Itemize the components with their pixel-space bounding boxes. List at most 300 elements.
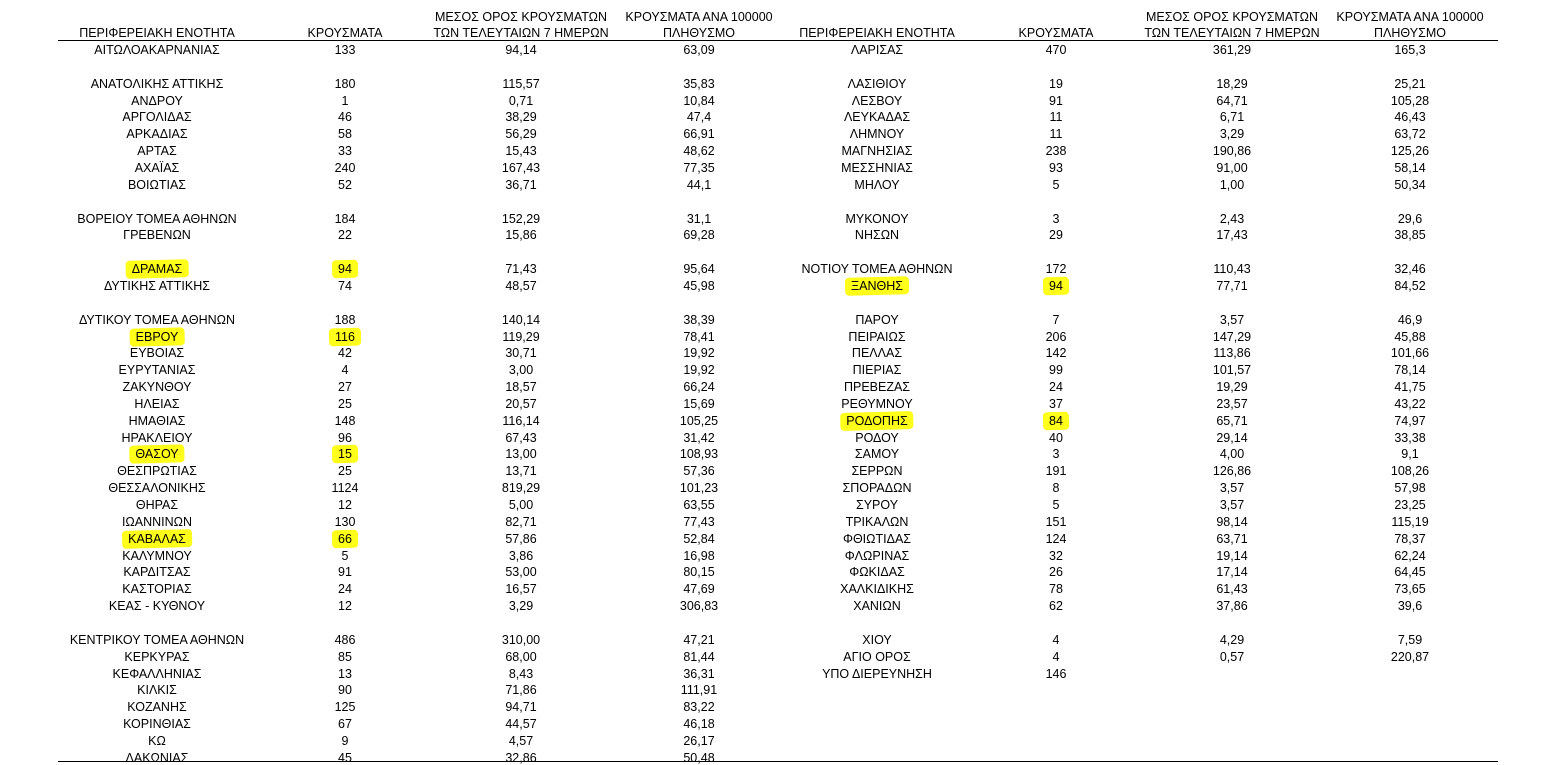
left-header-cases: ΚΡΟΥΣΜΑΤΑ xyxy=(307,26,383,40)
cell-text: 1124 xyxy=(331,481,359,496)
right-cases-cell xyxy=(1049,582,1063,596)
right-cases-cell xyxy=(1046,464,1067,478)
cell-text: 1 xyxy=(341,93,349,108)
left-avg7-cell xyxy=(505,110,536,124)
cell-text: 124 xyxy=(1045,531,1067,546)
cell-text: 29 xyxy=(1049,228,1063,243)
right-avg7-cell xyxy=(1216,397,1247,411)
left-per100k-cell xyxy=(683,43,714,57)
left-region-cell xyxy=(134,397,179,411)
left-per100k-cell xyxy=(683,633,714,647)
left-avg7-cell xyxy=(502,161,540,175)
left-avg7-cell xyxy=(509,363,533,377)
cell-text: 58,14 xyxy=(1394,161,1426,175)
cell-text: ΒΟΙΩΤΙΑΣ xyxy=(127,177,187,192)
cell-text: 29,6 xyxy=(1397,211,1423,226)
right-region-cell xyxy=(853,363,902,377)
left-region-cell xyxy=(136,498,178,512)
right-per100k-cell xyxy=(1398,599,1422,613)
cell-text: ΠΕΙΡΑΙΩΣ xyxy=(848,329,906,344)
cell-text: 63,09 xyxy=(683,43,715,57)
cell-text: 41,75 xyxy=(1394,380,1426,394)
cell-text: 47,69 xyxy=(683,582,715,597)
left-cases-cell xyxy=(335,77,356,91)
cell-text: ΚΕΦΑΛΛΗΝΙΑΣ xyxy=(112,666,202,681)
left-cases-cell xyxy=(335,43,356,57)
cell-text: 11 xyxy=(1049,127,1063,142)
cell-text: 83,22 xyxy=(683,700,715,715)
left-avg7-cell xyxy=(509,599,533,613)
cell-text: ΦΛΩΡΙΝΑΣ xyxy=(844,548,910,563)
cell-text: 4 xyxy=(1052,649,1060,664)
cell-text: ΤΡΙΚΑΛΩΝ xyxy=(845,514,909,529)
highlighted-cell-text: 84 xyxy=(1049,413,1063,428)
right-avg7-cell xyxy=(1216,380,1247,394)
cell-text: 22 xyxy=(338,228,352,243)
cell-text: 62 xyxy=(1049,599,1063,614)
cell-text: ΚΕΑΣ - ΚΥΘΝΟΥ xyxy=(108,599,206,614)
right-avg7-cell xyxy=(1220,127,1244,141)
left-avg7-cell xyxy=(502,481,540,495)
left-per100k-cell xyxy=(683,751,714,765)
left-per100k-cell xyxy=(683,650,714,664)
right-per100k-cell xyxy=(1398,633,1422,647)
cell-text: 101,66 xyxy=(1390,346,1430,361)
cell-text: 84,52 xyxy=(1394,278,1426,293)
cell-text: 4,57 xyxy=(508,733,534,748)
right-per100k-cell xyxy=(1394,380,1425,394)
right-cases-cell xyxy=(1050,110,1063,124)
left-header-avg-line1: ΜΕΣΟΣ ΟΡΟΣ ΚΡΟΥΣΜΑΤΩΝ xyxy=(434,10,608,24)
cell-text: 6,71 xyxy=(1219,110,1245,125)
cell-text: 13,71 xyxy=(505,464,537,479)
right-header-avg-line2: ΤΩΝ ΤΕΛΕΥΤΑΙΩΝ 7 ΗΜΕΡΩΝ xyxy=(1144,26,1320,40)
cell-text: 27 xyxy=(338,380,352,394)
left-region-cell xyxy=(70,633,244,647)
left-avg7-cell xyxy=(505,650,536,664)
cell-text: 125 xyxy=(334,700,356,715)
right-avg7-cell xyxy=(1213,363,1251,377)
left-per100k-cell xyxy=(683,380,714,394)
cell-text: 240 xyxy=(334,161,356,175)
cell-text: 31,1 xyxy=(686,211,712,226)
cell-text: ΗΛΕΙΑΣ xyxy=(134,396,180,411)
cell-text: 63,72 xyxy=(1394,127,1426,142)
cell-text: 26 xyxy=(1049,565,1063,580)
cell-text: ΧΙΟΥ xyxy=(862,632,892,647)
cell-text: ΣΥΡΟΥ xyxy=(855,498,899,512)
right-cases-cell xyxy=(1046,144,1067,158)
right-per100k-cell xyxy=(1394,498,1425,512)
cell-text: ΚΟΡΙΝΘΙΑΣ xyxy=(123,717,191,731)
left-region-cell xyxy=(135,447,178,461)
right-per100k-cell xyxy=(1394,228,1425,242)
right-header-per100k-line2: ΠΛΗΘΥΣΜΟ xyxy=(1374,26,1446,40)
cell-text: 126,86 xyxy=(1212,464,1252,479)
cell-text: 17,43 xyxy=(1216,228,1248,243)
cell-text: 152,29 xyxy=(501,211,541,226)
left-cases-cell xyxy=(338,717,352,731)
left-avg7-cell xyxy=(505,464,536,478)
right-region-cell xyxy=(843,532,911,546)
right-cases-cell xyxy=(1049,77,1063,91)
right-region-cell xyxy=(849,565,905,579)
right-cases-cell xyxy=(1049,431,1063,445)
cell-text: ΛΕΣΒΟΥ xyxy=(851,93,903,108)
left-per100k-cell xyxy=(681,683,717,697)
cell-text: ΘΗΡΑΣ xyxy=(135,498,179,512)
cell-text: 19,29 xyxy=(1216,380,1248,394)
cell-text: 44,1 xyxy=(686,177,712,192)
cell-text: 111,91 xyxy=(680,683,718,698)
left-cases-cell xyxy=(335,633,356,647)
left-avg7-cell xyxy=(505,178,536,192)
cell-text: 5 xyxy=(341,548,349,563)
cell-text: 115,19 xyxy=(1391,514,1429,529)
cell-text: ΑΡΚΑΔΙΑΣ xyxy=(126,127,188,142)
right-region-cell xyxy=(852,94,902,108)
right-region-cell xyxy=(840,582,914,596)
cell-text: 8 xyxy=(1052,481,1060,496)
right-per100k-cell xyxy=(1394,127,1425,141)
left-cases-cell xyxy=(338,683,352,697)
left-avg7-cell xyxy=(505,262,536,276)
left-header-region: ΠΕΡΙΦΕΡΕΙΑΚΗ ΕΝΟΤΗΤΑ xyxy=(79,26,235,40)
left-region-cell xyxy=(122,110,191,124)
right-cases-cell xyxy=(1053,650,1060,664)
right-cases-cell xyxy=(1049,228,1063,242)
left-region-cell xyxy=(117,464,197,478)
right-per100k-cell xyxy=(1398,212,1422,226)
cell-text: ΡΕΘΥΜΝΟΥ xyxy=(841,396,913,411)
cell-text: 361,29 xyxy=(1212,43,1252,57)
cell-text: 142 xyxy=(1045,346,1067,361)
cell-text: 30,71 xyxy=(505,346,537,361)
cell-text: 37,86 xyxy=(1216,599,1248,614)
cell-text: 69,28 xyxy=(683,228,715,243)
right-per100k-cell xyxy=(1398,313,1422,327)
cell-text: 16,57 xyxy=(505,582,537,597)
cell-text: 81,44 xyxy=(683,649,715,664)
cell-text: ΛΕΥΚΑΔΑΣ xyxy=(843,110,911,125)
cell-text: ΔΥΤΙΚΟΥ ΤΟΜΕΑ ΑΘΗΝΩΝ xyxy=(78,312,236,327)
highlighted-cell-text: ΘΑΣΟΥ xyxy=(135,447,179,462)
cell-text: ΡΟΔΟΥ xyxy=(855,430,899,445)
left-per100k-cell xyxy=(683,161,714,175)
highlighted-cell-text: ΕΒΡΟΥ xyxy=(135,329,179,344)
cell-text: 11 xyxy=(1049,110,1063,125)
right-cases-cell xyxy=(1053,447,1060,461)
left-cases-cell xyxy=(338,532,352,546)
cell-text: 67,43 xyxy=(505,430,537,445)
highlighted-cell-text: 116 xyxy=(335,329,355,344)
cell-text: ΗΜΑΘΙΑΣ xyxy=(128,413,186,428)
left-per100k-cell xyxy=(683,667,714,681)
cell-text: 486 xyxy=(334,632,356,647)
cell-text: ΜΕΣΣΗΝΙΑΣ xyxy=(841,161,913,175)
cell-text: 32 xyxy=(1049,548,1063,563)
cell-text: 94,14 xyxy=(505,43,537,57)
cell-text: 56,29 xyxy=(505,127,537,142)
left-region-cell xyxy=(122,549,192,563)
right-cases-cell xyxy=(1049,599,1063,613)
cell-text: 470 xyxy=(1045,43,1067,57)
left-avg7-cell xyxy=(502,414,539,428)
left-region-cell xyxy=(128,178,186,192)
right-region-cell xyxy=(855,228,899,242)
right-cases-cell xyxy=(1046,43,1067,57)
cell-text: 36,71 xyxy=(505,177,537,192)
right-cases-cell xyxy=(1046,330,1067,344)
left-avg7-cell xyxy=(509,94,533,108)
right-region-cell xyxy=(841,161,913,175)
cell-text: 82,71 xyxy=(505,514,537,529)
left-avg7-cell xyxy=(505,751,536,765)
left-per100k-cell xyxy=(680,481,718,495)
cell-text: 1,00 xyxy=(1219,177,1245,192)
left-per100k-cell xyxy=(683,532,714,546)
cell-text: 32,86 xyxy=(505,750,537,765)
right-cases-cell xyxy=(1053,481,1060,495)
left-avg7-cell xyxy=(505,127,536,141)
right-per100k-cell xyxy=(1394,77,1425,91)
left-per100k-cell xyxy=(680,599,718,613)
left-per100k-cell xyxy=(683,464,714,478)
cell-text: 58 xyxy=(338,127,352,142)
right-cases-cell xyxy=(1049,565,1063,579)
cell-text: 24 xyxy=(1049,380,1063,394)
left-region-cell xyxy=(126,127,187,141)
cell-text: 90 xyxy=(338,683,352,698)
left-cases-cell xyxy=(338,650,352,664)
cell-text: 306,83 xyxy=(679,599,719,614)
cell-text: 93 xyxy=(1049,161,1063,175)
right-cases-cell xyxy=(1053,212,1060,226)
right-region-cell xyxy=(843,481,912,495)
left-region-cell xyxy=(77,212,236,226)
left-per100k-cell xyxy=(683,397,714,411)
cell-text: 63,71 xyxy=(1216,531,1248,546)
left-avg7-cell xyxy=(505,346,536,360)
left-cases-cell xyxy=(342,549,349,563)
left-per100k-cell xyxy=(683,498,714,512)
right-header-cases: ΚΡΟΥΣΜΑΤΑ xyxy=(1018,26,1094,40)
cell-text: 130 xyxy=(334,514,356,529)
right-cases-cell xyxy=(1046,532,1067,546)
cell-text: 113,86 xyxy=(1213,346,1251,361)
cell-text: 85 xyxy=(338,649,352,664)
right-per100k-cell xyxy=(1394,262,1425,276)
right-region-cell xyxy=(844,380,910,394)
left-cases-cell xyxy=(342,94,349,108)
left-region-cell xyxy=(132,262,183,276)
cell-text: 33,38 xyxy=(1394,430,1426,445)
left-avg7-cell xyxy=(509,498,533,512)
right-avg7-cell xyxy=(1216,549,1247,563)
left-region-cell xyxy=(109,599,205,613)
right-cases-cell xyxy=(1046,667,1067,681)
cell-text: 77,43 xyxy=(683,514,715,529)
cell-text: ΚΕΝΤΡΙΚΟΥ ΤΟΜΕΑ ΑΘΗΝΩΝ xyxy=(69,632,245,647)
cell-text: 94,71 xyxy=(505,700,537,715)
left-region-cell xyxy=(123,228,191,242)
cell-text: 78,37 xyxy=(1394,531,1426,546)
right-avg7-cell xyxy=(1220,313,1244,327)
cell-text: 98,14 xyxy=(1216,514,1248,529)
left-region-cell xyxy=(122,380,191,394)
cell-text: 37 xyxy=(1049,396,1063,411)
left-avg7-cell xyxy=(505,683,536,697)
left-per100k-cell xyxy=(683,734,714,748)
left-cases-cell xyxy=(338,228,352,242)
highlighted-cell-text: 94 xyxy=(338,262,352,277)
cell-text: ΠΙΕΡΙΑΣ xyxy=(852,363,902,378)
left-avg7-cell xyxy=(505,431,536,445)
left-per100k-cell xyxy=(683,313,714,327)
header-rule xyxy=(58,40,1498,41)
right-per100k-cell xyxy=(1394,397,1425,411)
cell-text: 45,98 xyxy=(683,278,715,293)
left-cases-cell xyxy=(332,481,359,495)
cell-text: 125,26 xyxy=(1390,144,1430,159)
left-cases-cell xyxy=(338,279,352,293)
right-region-cell xyxy=(848,77,907,91)
cell-text: ΑΡΤΑΣ xyxy=(137,144,177,159)
cell-text: 46,43 xyxy=(1394,110,1426,125)
left-region-cell xyxy=(123,717,191,731)
left-cases-cell xyxy=(338,262,352,276)
cell-text: 3 xyxy=(1052,447,1060,462)
highlighted-cell-text: 66 xyxy=(338,531,352,546)
cell-text: 96 xyxy=(338,430,352,445)
left-avg7-cell xyxy=(505,144,536,158)
right-per100k-cell xyxy=(1394,431,1425,445)
right-cases-cell xyxy=(1049,549,1063,563)
cell-text: 172 xyxy=(1045,262,1067,277)
cell-text: 29,14 xyxy=(1216,430,1248,445)
right-avg7-cell xyxy=(1213,262,1250,276)
cell-text: 91 xyxy=(338,565,352,580)
cell-text: ΠΑΡΟΥ xyxy=(855,312,899,327)
cell-text: 43,22 xyxy=(1394,396,1426,411)
cell-text: 57,86 xyxy=(505,531,537,546)
left-per100k-cell xyxy=(683,330,714,344)
cell-text: 17,14 xyxy=(1216,565,1248,580)
cell-text: ΦΘΙΩΤΙΔΑΣ xyxy=(842,531,912,546)
cell-text: 108,26 xyxy=(1390,464,1430,479)
right-region-cell xyxy=(843,650,910,664)
cell-text: 38,39 xyxy=(683,312,715,327)
cell-text: 4 xyxy=(1052,632,1060,647)
cell-text: 151 xyxy=(1045,514,1067,529)
right-per100k-cell xyxy=(1394,43,1425,57)
right-region-cell xyxy=(852,346,902,360)
left-per100k-cell xyxy=(683,363,714,377)
cell-text: 38,29 xyxy=(505,110,537,125)
right-per100k-cell xyxy=(1394,178,1425,192)
left-region-cell xyxy=(137,683,177,697)
right-per100k-cell xyxy=(1391,464,1429,478)
right-cases-cell xyxy=(1049,279,1063,293)
cell-text: 4 xyxy=(341,363,349,378)
cell-text: 148 xyxy=(334,413,356,428)
cell-text: 19 xyxy=(1049,76,1063,91)
right-region-cell xyxy=(822,667,932,681)
right-avg7-cell xyxy=(1216,565,1247,579)
cell-text: 15,43 xyxy=(505,144,537,159)
cell-text: 19,92 xyxy=(683,346,715,361)
right-per100k-cell xyxy=(1394,565,1425,579)
left-per100k-cell xyxy=(683,144,714,158)
cell-text: 40 xyxy=(1049,430,1063,445)
right-cases-cell xyxy=(1049,363,1063,377)
cell-text: 48,62 xyxy=(683,144,715,159)
cell-text: 5 xyxy=(1052,177,1060,192)
cell-text: 819,29 xyxy=(501,481,541,496)
right-per100k-cell xyxy=(1394,330,1425,344)
cell-text: 62,24 xyxy=(1394,548,1426,563)
left-cases-cell xyxy=(338,380,352,394)
right-avg7-cell xyxy=(1220,650,1244,664)
cell-text: ΓΡΕΒΕΝΩΝ xyxy=(123,228,191,243)
left-cases-cell xyxy=(338,667,352,681)
left-per100k-cell xyxy=(683,549,714,563)
cell-text: 4,29 xyxy=(1219,632,1245,647)
right-per100k-cell xyxy=(1394,481,1425,495)
cell-text: 12 xyxy=(338,599,352,614)
left-per100k-cell xyxy=(687,178,711,192)
right-region-cell xyxy=(851,464,902,478)
right-region-cell xyxy=(854,178,899,192)
right-per100k-cell xyxy=(1394,549,1425,563)
cell-text: 15,86 xyxy=(505,228,537,243)
left-cases-cell xyxy=(338,178,352,192)
cell-text: 78,41 xyxy=(683,329,715,344)
cell-text: 101,23 xyxy=(679,481,719,496)
left-cases-cell xyxy=(338,582,352,596)
cell-text: ΙΩΑΝΝΙΝΩΝ xyxy=(121,514,193,529)
cell-text: ΦΩΚΙΔΑΣ xyxy=(849,565,905,580)
right-avg7-cell xyxy=(1216,515,1247,529)
left-avg7-cell xyxy=(505,279,536,293)
cell-text: 52,84 xyxy=(683,531,715,546)
left-per100k-cell xyxy=(687,212,711,226)
cell-text: 57,36 xyxy=(683,464,715,479)
right-per100k-cell xyxy=(1394,414,1425,428)
right-region-cell xyxy=(850,127,904,141)
left-per100k-cell xyxy=(683,94,714,108)
right-per100k-cell xyxy=(1394,582,1425,596)
cell-text: 48,57 xyxy=(505,278,537,293)
right-region-cell xyxy=(856,498,898,512)
cell-text: 91 xyxy=(1049,93,1063,108)
cell-text: ΝΟΤΙΟΥ ΤΟΜΕΑ ΑΘΗΝΩΝ xyxy=(801,262,953,277)
left-cases-cell xyxy=(335,700,356,714)
cell-text: ΜΗΛΟΥ xyxy=(854,177,900,192)
left-region-cell xyxy=(126,751,189,765)
cell-text: ΘΕΣΠΡΩΤΙΑΣ xyxy=(117,464,197,479)
cell-text: 95,64 xyxy=(683,262,715,277)
cell-text: 115,57 xyxy=(502,76,540,91)
right-cases-cell xyxy=(1053,633,1060,647)
left-avg7-cell xyxy=(505,515,536,529)
cell-text: 19,92 xyxy=(683,363,715,378)
cell-text: 36,31 xyxy=(683,666,715,681)
left-per100k-cell xyxy=(683,127,714,141)
cell-text: 35,83 xyxy=(683,76,715,91)
cell-text: 73,65 xyxy=(1394,582,1426,597)
cell-text: 64,71 xyxy=(1216,93,1248,108)
